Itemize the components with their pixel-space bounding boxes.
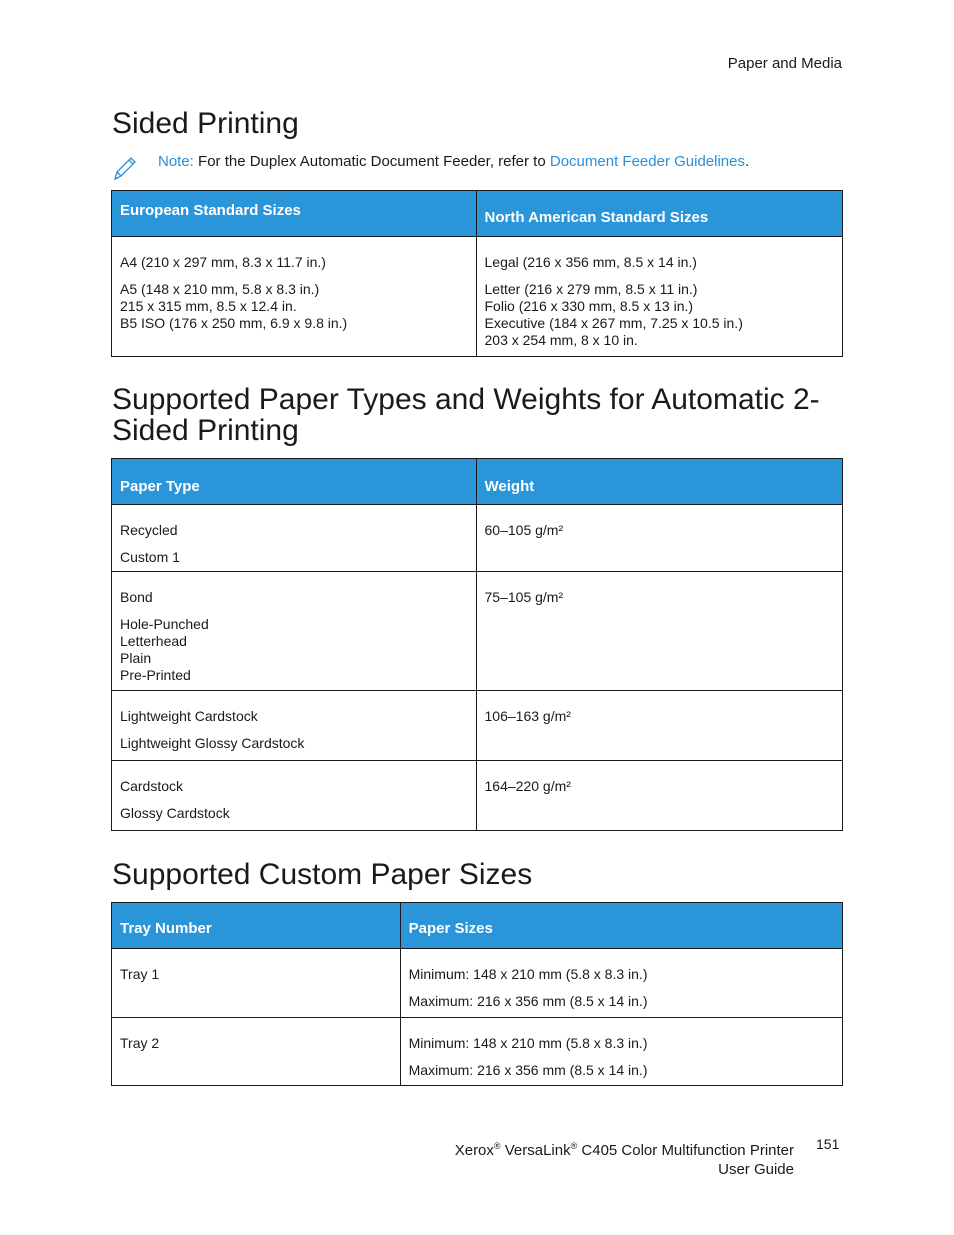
north-american-size: Executive (184 x 267 mm, 7.25 x 10.5 in.)	[484, 315, 743, 331]
paper-type-cell	[112, 691, 477, 761]
paper-type-cell	[112, 572, 477, 691]
tray-cell: Tray 1	[112, 949, 401, 1018]
footer-guide: User Guide	[718, 1161, 794, 1178]
paper-type: Recycled	[120, 522, 178, 538]
european-size-first: A4 (210 x 297 mm, 8.3 x 11.7 in.)	[120, 254, 326, 270]
paper-size-max: Maximum: 216 x 356 mm (8.5 x 14 in.)	[408, 1062, 648, 1078]
registered-mark: ®	[570, 1141, 578, 1151]
paper-type: Lightweight Glossy Cardstock	[120, 735, 305, 751]
paper-types-title-line1: Supported Paper Types and Weights for Automatic 2-	[112, 383, 820, 416]
custom-sizes-table	[111, 902, 843, 1086]
col-header-paper-type: Paper Type	[112, 459, 477, 505]
weight-cell: 75–105 g/m²	[476, 572, 842, 691]
north-american-sizes-cell	[476, 237, 843, 357]
paper-type: Lightweight Cardstock	[120, 708, 258, 724]
paper-size-cell	[400, 1018, 842, 1086]
paper-type: Custom 1	[120, 549, 180, 565]
table-row	[112, 761, 843, 831]
col-header-weight: Weight	[476, 459, 842, 505]
north-american-size: Letter (216 x 279 mm, 8.5 x 11 in.)	[484, 281, 698, 297]
col-header-north-american: North American Standard Sizes	[476, 191, 843, 237]
table-row	[112, 505, 843, 572]
weight-cell: 164–220 g/m²	[476, 761, 842, 831]
footer-product-name: VersaLink	[500, 1142, 571, 1159]
european-size: A5 (148 x 210 mm, 5.8 x 8.3 in.)	[120, 281, 320, 297]
footer-model: C405 Color Multifunction Printer	[577, 1142, 794, 1159]
paper-type: Glossy Cardstock	[120, 805, 230, 821]
paper-size-min: Minimum: 148 x 210 mm (5.8 x 8.3 in.)	[408, 966, 648, 982]
paper-type: Bond	[120, 589, 153, 605]
paper-size-min: Minimum: 148 x 210 mm (5.8 x 8.3 in.)	[408, 1035, 648, 1051]
table-row	[112, 949, 843, 1018]
sided-printing-table	[111, 190, 843, 357]
paper-type: Letterhead	[120, 633, 187, 649]
section-title-sided-printing: Sided Printing	[112, 107, 299, 140]
footer-product-line	[455, 1137, 794, 1160]
paper-type-cell	[112, 761, 477, 831]
european-size: B5 ISO (176 x 250 mm, 6.9 x 9.8 in.)	[120, 315, 348, 331]
paper-type: Pre-Printed	[120, 667, 191, 683]
document-feeder-guidelines-link[interactable]: Document Feeder Guidelines	[549, 153, 745, 170]
note-text	[158, 153, 749, 170]
page-number: 151	[816, 1136, 840, 1152]
tray-cell: Tray 2	[112, 1018, 401, 1086]
col-header-tray-number: Tray Number	[112, 903, 401, 949]
paper-types-table	[111, 458, 843, 831]
european-size: 215 x 315 mm, 8.5 x 12.4 in.	[120, 298, 297, 314]
table-row	[112, 691, 843, 761]
paper-types-title-line2: Sided Printing	[112, 414, 299, 447]
paper-size-max: Maximum: 216 x 356 mm (8.5 x 14 in.)	[408, 993, 648, 1009]
footer-product	[455, 1137, 794, 1179]
note-label: Note:	[158, 153, 194, 170]
north-american-size: 203 x 254 mm, 8 x 10 in.	[484, 332, 638, 348]
paper-size-cell	[400, 949, 842, 1018]
paper-type: Plain	[120, 650, 152, 666]
note-body: For the Duplex Automatic Document Feeder, refer to	[193, 153, 550, 170]
european-sizes-cell	[112, 237, 477, 357]
pencil-icon	[112, 154, 136, 182]
table-row	[112, 572, 843, 691]
weight-cell: 60–105 g/m²	[476, 505, 842, 572]
registered-mark: ®	[493, 1141, 501, 1151]
north-american-size: Folio (216 x 330 mm, 8.5 x 13 in.)	[484, 298, 694, 314]
paper-type: Cardstock	[120, 778, 184, 794]
paper-type-cell	[112, 505, 477, 572]
note-end: .	[744, 153, 750, 170]
table-row	[112, 1018, 843, 1086]
section-title-custom-sizes: Supported Custom Paper Sizes	[112, 858, 533, 891]
note-block	[112, 152, 852, 182]
section-title-paper-types	[112, 384, 852, 446]
col-header-european: European Standard Sizes	[112, 191, 477, 237]
north-american-size-first: Legal (216 x 356 mm, 8.5 x 14 in.)	[484, 254, 697, 270]
running-header: Paper and Media	[727, 55, 842, 72]
weight-cell: 106–163 g/m²	[476, 691, 842, 761]
footer-brand: Xerox	[454, 1142, 494, 1159]
paper-type: Hole-Punched	[120, 616, 209, 632]
col-header-paper-sizes: Paper Sizes	[400, 903, 842, 949]
